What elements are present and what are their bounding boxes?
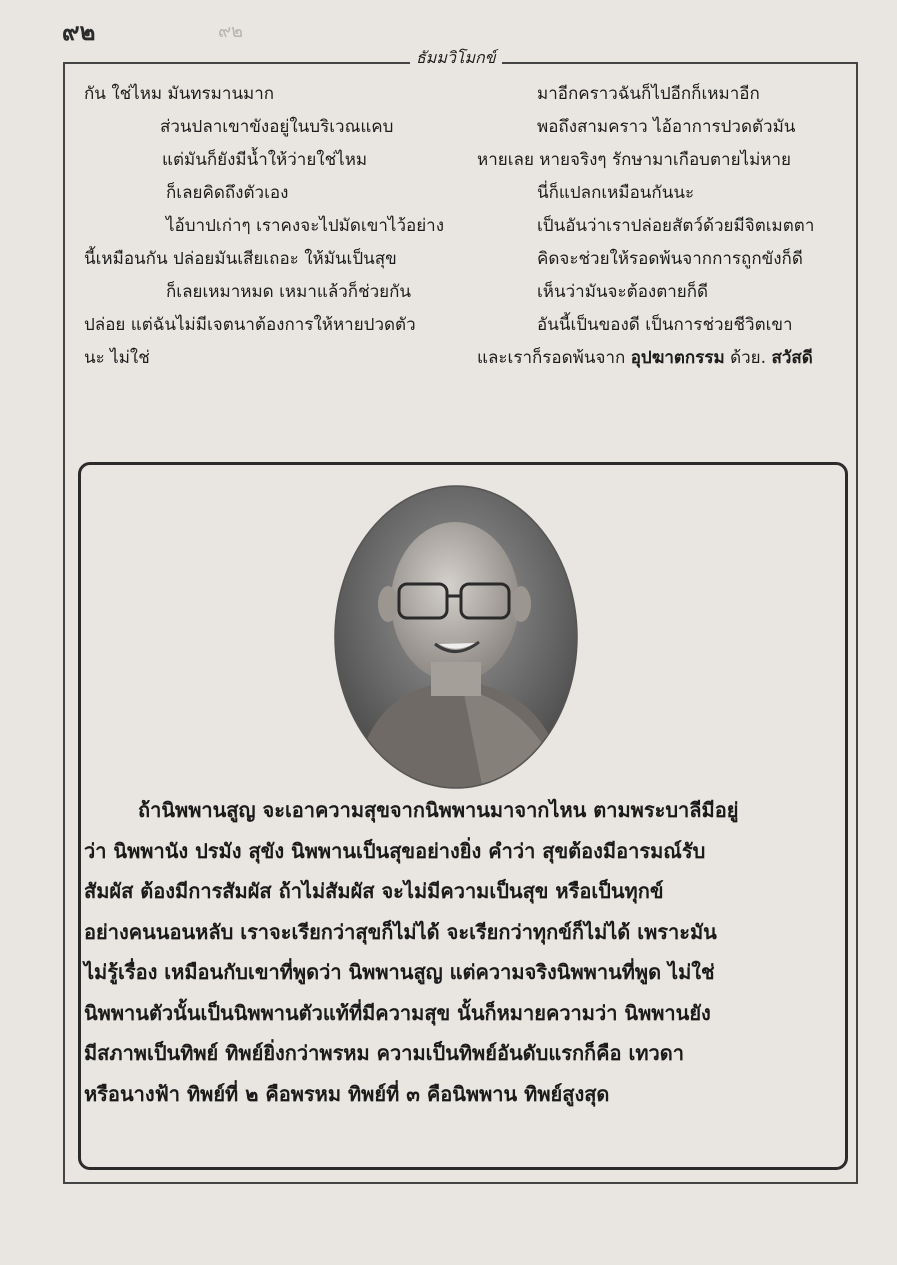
right-column [477,78,847,375]
text-line: ก็เลยเหมาหมด เหมาแล้วก็ช่วยกัน [166,282,412,302]
text-line: นี่ก็แปลกเหมือนกันนะ [537,183,695,203]
running-title: ธัมมวิโมกข์ [410,46,502,71]
text-line: หายเลย หายจริงๆ รักษามาเกือบตายไม่หาย [477,150,791,170]
text-line: มาอีกคราวฉันก็ไปอีกก็เหมาอีก [537,84,760,104]
text-line: แต่มันก็ยังมีน้ำให้ว่ายใช่ไหม [162,150,368,170]
text-line: นี้เหมือนกัน ปล่อยมันเสียเถอะ ให้มันเป็นสุข [84,249,397,269]
quote-line: หรือนางฟ้า ทิพย์ที่ ๒ คือพรหม ทิพย์ที่ ๓ คือนิพพาน ทิพย์สูงสุด [84,1081,610,1106]
text-line: ไอ้บาปเก่าๆ เราคงจะไปมัดเขาไว้อย่าง [166,216,445,236]
closing-bold-term: อุปฆาตกรรม [630,348,725,368]
text-line: ก็เลยคิดถึงตัวเอง [166,183,289,203]
quote-line: ว่า นิพพานัง ปรมัง สุขัง นิพพานเป็นสุขอย่างยิ่ง คำว่า สุขต้องมีอารมณ์รับ [84,838,706,863]
closing-text: และเราก็รอดพ้นจาก [477,348,631,368]
quote-line: ถ้านิพพานสูญ จะเอาความสุขจากนิพพานมาจากไหน ตามพระบาลีมีอยู่ [138,798,739,822]
closing-line [477,342,847,375]
text-line: พอถึงสามคราว ไอ้อาการปวดตัวมัน [537,117,796,137]
page-number: ๙๒ [62,17,96,46]
quote-line: อย่างคนนอนหลับ เราจะเรียกว่าสุขก็ไม่ได้ จะเรียกว่าทุกข์ก็ไม่ได้ เพราะมัน [84,919,717,944]
closing-signoff: สวัสดี [771,348,813,368]
text-line: ส่วนปลาเขาขังอยู่ในบริเวณแคบ [160,117,394,137]
text-line: กัน ใช่ไหม มันทรมานมาก [84,84,275,104]
text-line: ปล่อย แต่ฉันไม่มีเจตนาต้องการให้หายปวดตัว [84,315,416,335]
text-line: เห็นว่ามันจะต้องตายก็ดี [537,282,709,302]
monk-portrait [333,484,579,790]
ghost-page-number: ๙๒ [218,21,244,42]
text-line: เป็นอันว่าเราปล่อยสัตว์ด้วยมีจิตเมตตา [537,216,815,236]
left-column [84,78,474,375]
text-line: คิดจะช่วยให้รอดพ้นจากการถูกขังก็ดี [537,249,803,269]
text-line: นะ ไม่ใช่ [84,348,150,368]
quote-line: สัมผัส ต้องมีการสัมผัส ถ้าไม่สัมผัส จะไม่มีความเป็นสุข หรือเป็นทุกข์ [84,879,664,903]
quote-paragraph [84,790,844,1114]
quote-line: นิพพานตัวนั้นเป็นนิพพานตัวแท้ที่มีความสุข นั้นก็หมายความว่า นิพพานยัง [84,1000,711,1025]
closing-text-2: ด้วย. [724,348,772,368]
quote-line: มีสภาพเป็นทิพย์ ทิพย์ยิ่งกว่าพรหม ความเป็นทิพย์อันดับแรกก็คือ เทวดา [84,1041,684,1065]
text-line: อันนี้เป็นของดี เป็นการช่วยชีวิตเขา [537,315,793,335]
quote-line: ไม่รู้เรื่อง เหมือนกับเขาที่พูดว่า นิพพานสูญ แต่ความจริงนิพพานที่พูด ไม่ใช่ [84,960,715,984]
